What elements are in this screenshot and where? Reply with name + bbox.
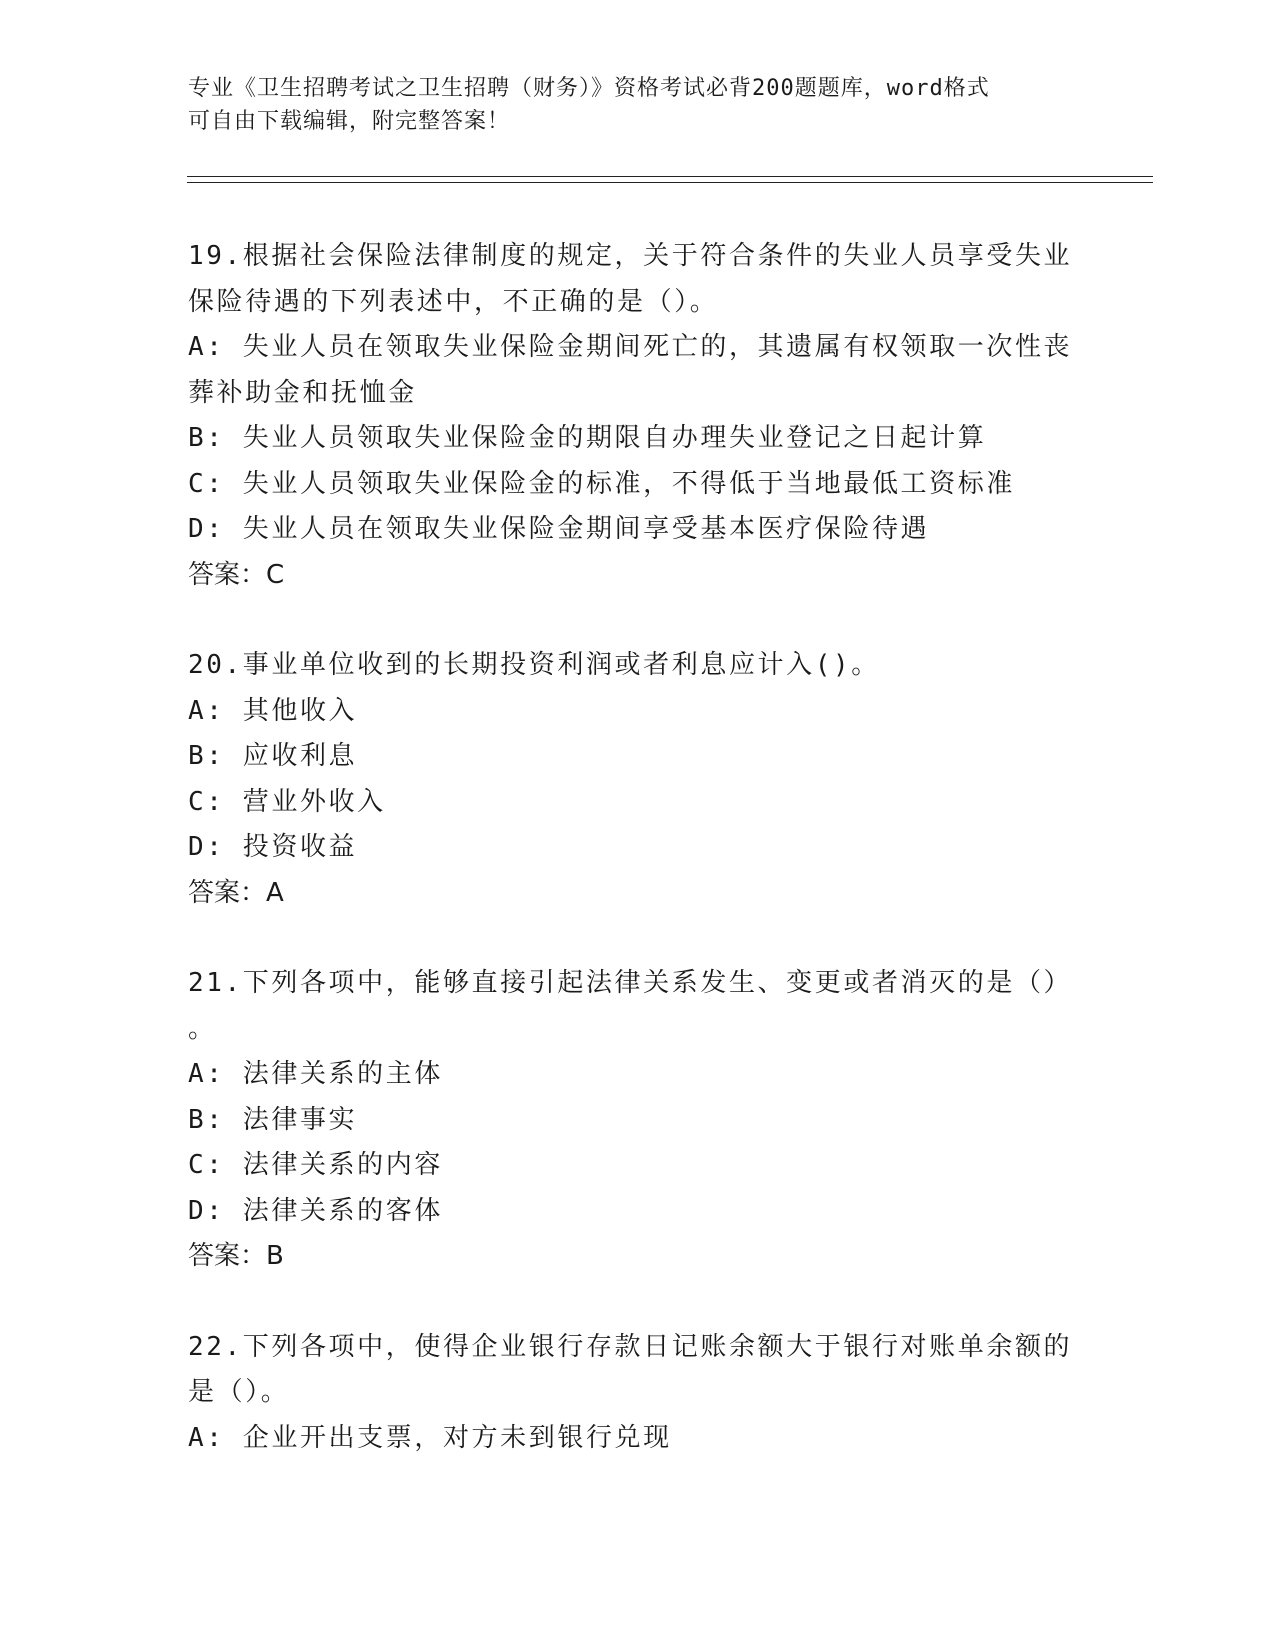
question-stem: 。 bbox=[188, 1013, 217, 1044]
question-stem: 20.事业单位收到的长期投资利润或者利息应计入()。 bbox=[188, 650, 880, 680]
question-list bbox=[188, 234, 1088, 1506]
question-stem: 19.根据社会保险法律制度的规定，关于符合条件的失业人员享受失业 bbox=[188, 241, 1073, 271]
option-b: B: 应收利息 bbox=[188, 741, 358, 771]
option-d: D: 投资收益 bbox=[188, 832, 358, 862]
option-c: C: 法律关系的内容 bbox=[188, 1150, 443, 1180]
question-stem: 21.下列各项中，能够直接引起法律关系发生、变更或者消灭的是（） bbox=[188, 968, 1073, 998]
question-22 bbox=[188, 1325, 1088, 1462]
option-d: D: 失业人员在领取失业保险金期间享受基本医疗保险待遇 bbox=[188, 514, 930, 544]
answer-text: 答案：C bbox=[188, 559, 285, 590]
option-b: B: 法律事实 bbox=[188, 1104, 358, 1135]
option-c: C: 失业人员领取失业保险金的标准，不得低于当地最低工资标准 bbox=[188, 468, 1015, 499]
option-c: C: 营业外收入 bbox=[188, 786, 386, 817]
option-a: 葬补助金和抚恤金 bbox=[188, 377, 417, 408]
header-divider-top bbox=[187, 176, 1153, 177]
option-a: A: 法律关系的主体 bbox=[188, 1059, 443, 1089]
header-divider-bottom bbox=[187, 182, 1153, 183]
header-title-line-2: 可自由下载编辑，附完整答案！ bbox=[188, 109, 511, 134]
question-stem: 22.下列各项中，使得企业银行存款日记账余额大于银行对账单余额的 bbox=[188, 1331, 1073, 1362]
question-21 bbox=[188, 961, 1088, 1280]
document-header bbox=[188, 72, 1068, 138]
option-a: A: 企业开出支票，对方未到银行兑现 bbox=[188, 1422, 672, 1453]
question-stem: 是（）。 bbox=[188, 1377, 290, 1407]
question-20 bbox=[188, 643, 1088, 916]
answer-text: 答案：A bbox=[188, 877, 284, 908]
question-19 bbox=[188, 234, 1088, 598]
option-a: A: 失业人员在领取失业保险金期间死亡的，其遗属有权领取一次性丧 bbox=[188, 332, 1073, 362]
answer-text: 答案：B bbox=[188, 1241, 284, 1271]
option-a: A: 其他收入 bbox=[188, 695, 358, 726]
header-title-line-1: 专业《卫生招聘考试之卫生招聘（财务）》资格考试必背200题题库，word格式 bbox=[188, 76, 990, 101]
option-d: D: 法律关系的客体 bbox=[188, 1195, 443, 1226]
option-b: B: 失业人员领取失业保险金的期限自办理失业登记之日起计算 bbox=[188, 423, 987, 453]
question-stem: 保险待遇的下列表述中，不正确的是（）。 bbox=[188, 286, 719, 317]
